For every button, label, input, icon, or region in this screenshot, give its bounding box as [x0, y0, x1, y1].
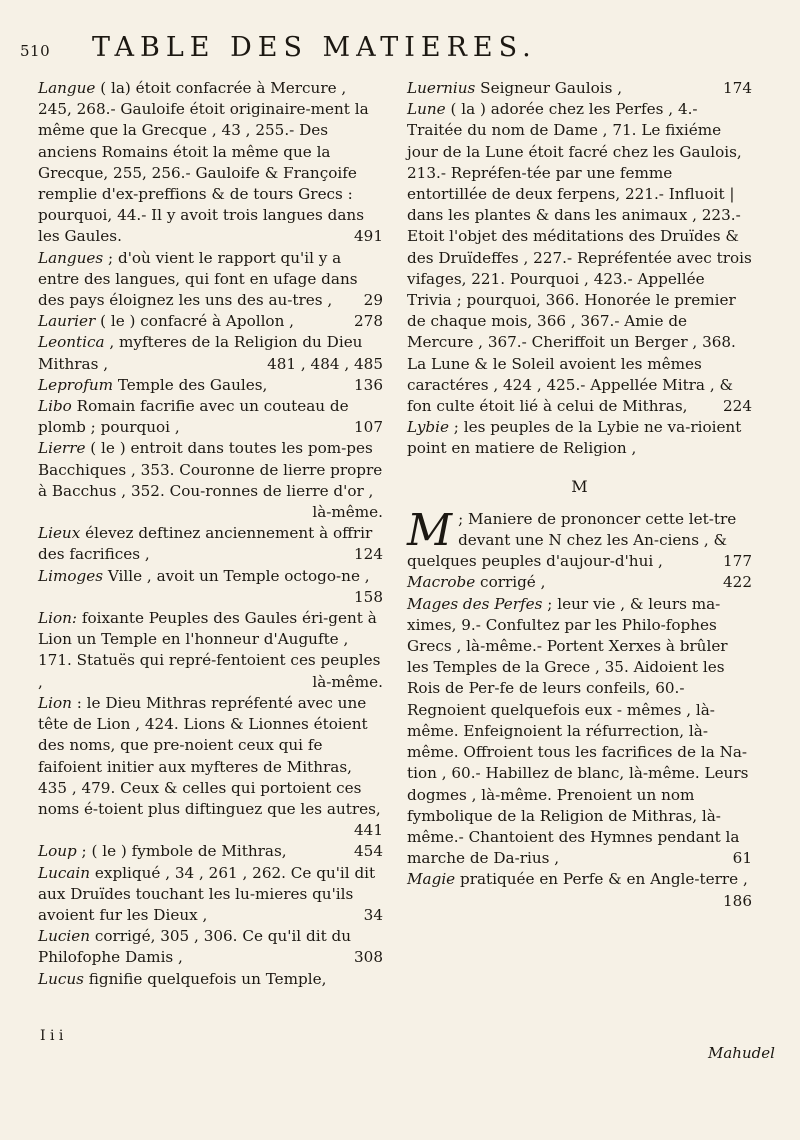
entry-text: expliqué , 34 , 261 , 262. Ce qu'il dit aux Druïdes touchant les lu-mieres qu'ils avoient fur les Dieux ,: [38, 863, 376, 924]
entry-page-ref: 441: [354, 821, 383, 840]
entry-headword: Macrobe: [407, 573, 476, 592]
index-entry: [407, 99, 752, 417]
index-entry: [38, 396, 383, 438]
index-entry: [38, 332, 383, 374]
entry-headword: Leprofum: [38, 375, 114, 394]
entry-text: foixante Peuples des Gaules éri-gent à Lion un Temple en l'honneur d'Augufte , 171. Statuës qui repré-fentoient ces peuples ,: [38, 609, 381, 691]
index-entry: [38, 375, 383, 396]
index-entry: [38, 841, 383, 862]
entry-headword: Magie: [407, 870, 456, 889]
entry-headword: Lieux: [38, 524, 81, 543]
index-entry: [38, 608, 383, 693]
drop-cap: M: [407, 504, 453, 556]
entry-headword: Langue: [38, 79, 96, 97]
entry-text: ( le ) confacré à Apollon ,: [95, 312, 295, 331]
entry-headword: Libo: [38, 397, 72, 416]
entry-text: pratiquée en Perfe & en Angle-terre ,: [455, 870, 748, 889]
index-entry: [38, 438, 383, 523]
index-entry: [38, 566, 383, 608]
page-number: 510: [20, 42, 51, 60]
section-letter: M: [571, 476, 588, 496]
entry-text: ; les peuples de la Lybie ne va-rioient point en matiere de Religion ,: [407, 418, 742, 458]
entry-page-ref: 224: [723, 397, 752, 416]
entry-page-ref: 177: [723, 552, 752, 571]
entry-text: fignifie quelquefois un Temple,: [83, 969, 327, 988]
catchword: Mahudel: [708, 1044, 775, 1062]
entry-text: , myfteres de la Religion du Dieu Mithras ,: [38, 333, 363, 373]
entry-headword: Lion: [38, 693, 72, 712]
index-entry: [38, 311, 383, 332]
entry-page-ref: 422: [723, 573, 752, 592]
left-column: [38, 78, 383, 990]
entry-headword: Mages des Perfes: [407, 594, 543, 613]
entry-text: Seigneur Gaulois ,: [475, 79, 623, 97]
entry-page-ref: 158: [354, 587, 383, 606]
entry-headword: Lybie: [407, 418, 449, 437]
entry-page-ref: là-même.: [312, 503, 383, 522]
entry-headword: Leontica: [38, 333, 105, 352]
index-entry: [407, 78, 752, 99]
index-entry: [38, 969, 383, 990]
entry-page-ref: 308: [354, 948, 383, 967]
index-entry: [407, 594, 752, 870]
entry-headword: Limoges: [38, 566, 103, 585]
entry-headword: Lion:: [38, 609, 77, 628]
index-entry: [407, 572, 752, 593]
index-entry: [407, 417, 752, 459]
entry-text: élevez deftinez anciennement à offrir des facrifices ,: [38, 524, 373, 564]
entry-text: ; leur vie , & leurs ma-ximes, 9.- Confultez par les Philo-fophes Grecs , là-même.- Portent Xerxes à brûler les Temples de la Grece , 35. Aidoient les Rois de Per-fe de leurs confeils, 60.- Regnoient quelquefois eux - mêmes , là-même. Enfeignoient la réfurrection, là-même. Offroient tous les facrifices de la Na-tion , 60.- Habillez de blanc, là-même. Leurs dogmes , là-même. Prenoient un nom fymbolique de la Religion de Mithras, là-même.- Chantoient des Hymnes pendant la marche de Da-rius ,: [407, 594, 749, 868]
entry-text: Romain facrifie avec un couteau de plomb ; pourquoi ,: [38, 397, 349, 437]
entry-headword: Laurier: [38, 312, 96, 331]
entry-page-ref: 107: [354, 418, 383, 437]
entry-text: corrigé ,: [475, 573, 546, 592]
entry-page-ref: 29: [363, 291, 383, 310]
entry-page-ref: 61: [732, 849, 752, 868]
entry-text: ; Maniere de prononcer cette let-tre devant une N chez les An-ciens , & quelques peuples d'aujour-d'hui ,: [407, 509, 737, 571]
entry-headword: Lucien: [38, 927, 90, 946]
entry-page-ref: 136: [354, 375, 383, 394]
index-entry: [38, 78, 383, 248]
index-entry: [407, 504, 752, 573]
entry-headword: Lune: [407, 100, 446, 119]
index-entry: [38, 248, 383, 312]
entry-text: ; ( le ) fymbole de Mithras,: [76, 842, 287, 861]
entry-text: ( la) étoit confacrée à Mercure , 245, 268.- Gauloife étoit originaire-ment la même que la Grecque , 43 , 255.- Des anciens Romains étoit la même que la Grecque, 255, 256.- Gauloife & Françoife remplie d'ex-preffions & de tours Grecs : pourquoi, 44.- Il y avoit trois langues dans les Gaules.: [38, 79, 369, 246]
entry-text: : le Dieu Mithras repréfenté avec une tête de Lion , 424. Lions & Lionnes étoient des noms, que pre-noient ceux qui fe faifoient initier aux myfteres de Mithras, 435 , 479. Ceux & celles qui portoient ces noms é-toient plus diftinguez que les autres,: [38, 693, 381, 818]
index-entry: [38, 693, 383, 841]
entry-page-ref: 454: [354, 842, 383, 861]
index-entry: [38, 523, 383, 565]
entry-headword: Lucain: [38, 863, 91, 882]
index-entry: [38, 863, 383, 927]
entry-text: ( la ) adorée chez les Perfes , 4.- Traitée du nom de Dame , 71. Le fixiéme jour de la Lune étoit facré chez les Gaulois, 213.- Repréfen-tée par une femme entortillée de deux ferpens, 221.- Influoit | dans les plantes & dans les animaux , 223.- Etoit l'objet des méditations des Druïdes & des Druïdeffes , 227.- Repréfentée avec trois vifages, 221. Pourquoi , 423.- Appellée Trivia ; pourquoi, 366. Honorée le premier de chaque mois, 366 , 367.- Amie de Mercure , 367.- Cheriffoit un Berger , 368. La Lune & le Soleil avoient les mêmes caractéres , 424 , 425.- Appellée Mitra , & fon culte étoit lié à celui de Mithras,: [407, 100, 752, 416]
entry-page-ref: 124: [354, 545, 383, 564]
entry-text: Temple des Gaules,: [113, 375, 268, 394]
entry-text: Ville , avoit un Temple octogo-ne ,: [103, 566, 370, 585]
index-entry: [407, 869, 752, 911]
entry-page-ref: 186: [723, 891, 752, 910]
entry-page-ref: là-même.: [312, 672, 383, 691]
entry-headword: Lucus: [38, 969, 84, 988]
entry-page-ref: 34: [363, 905, 383, 924]
entry-text: ( le ) entroit dans toutes les pom-pes Bacchiques , 353. Couronne de lierre propre à Bacchus , 352. Cou-ronnes de lierre d'or ,: [38, 439, 383, 500]
entry-headword: Loup: [38, 842, 77, 861]
running-title: TABLE DES MATIERES.: [92, 32, 537, 63]
entry-text: ; d'où vient le rapport qu'il y a entre des langues, qui font en ufage dans des pays éloignez les uns des au-tres ,: [38, 248, 358, 310]
entry-page-ref: 481 , 484 , 485: [267, 354, 383, 373]
index-entry: [38, 926, 383, 968]
right-column: [407, 78, 752, 912]
entry-headword: Lierre: [38, 439, 86, 458]
page-header: [20, 16, 790, 66]
entry-text: corrigé, 305 , 306. Ce qu'il dit du Philofophe Damis ,: [38, 927, 352, 967]
entry-headword: Langues: [38, 248, 104, 267]
entry-page-ref: 491: [354, 227, 383, 246]
entry-headword: Luernius: [407, 79, 476, 97]
entry-page-ref: 278: [354, 312, 383, 331]
entry-page-ref: 174: [723, 79, 752, 97]
signature-mark: I i i: [40, 1028, 64, 1044]
